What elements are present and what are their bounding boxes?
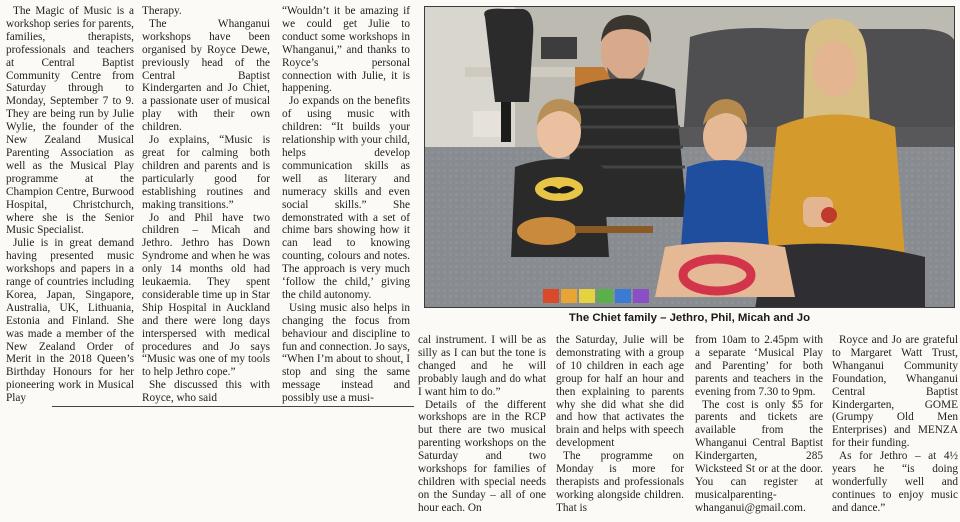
paragraph: cal instrument. I will be as silly as I can but the tone is changed and he will probably laugh and do what I want him to do.” xyxy=(418,334,546,398)
paragraph: The programme on Monday is more for therapists and professionals working alongside children. That is xyxy=(556,450,684,514)
paragraph: Jo explains, “Music is great for calming both children and parents and is particularly good for establishing routines and making transitions.” xyxy=(142,134,270,211)
text-column-1 xyxy=(6,5,134,405)
paragraph: the Saturday, Julie will be demonstrating with a group of 10 children in each age group for half an hour and then explaining to parents why she did what she did and how that activates the brain and helps with speech development xyxy=(556,334,684,450)
paragraph: from 10am to 2.45pm with a separate ‘Musical Play and Parenting’ for both parents and teachers in the evening from 7.30 to 9pm. xyxy=(695,334,823,398)
paragraph: Details of the different workshops are in the RCP but there are two musical parenting workshops on the Saturday and two workshops for families of children with special needs on the Sunday – all of one hour each. On xyxy=(418,398,546,514)
paragraph: Using music also helps in changing the focus from behaviour and discipline to fun and connection. Jo says, “When I’m about to shout, I stop and sing the same message instead and possibly use a musi- xyxy=(282,301,410,405)
family-photo xyxy=(424,6,955,308)
photo-caption: The Chiet family – Jethro, Phil, Micah and Jo xyxy=(568,312,811,324)
text-column-4 xyxy=(418,334,546,515)
text-column-2 xyxy=(142,5,270,405)
text-column-3 xyxy=(282,5,410,405)
paragraph: “Wouldn’t it be amazing if we could get Julie to conduct some workshops in Whanganui,” and thanks to Royce’s personal connection with Julie, it is happening. xyxy=(282,5,410,95)
paragraph: Julie is in great demand having presented music workshops and papers in a range of countries including Korea, Japan, Singapore, Australia, UK, Lithuania, Estonia and Finland. She was made a member of the New Zealand Order of Merit in the 2018 Queen’s Birthday Honours for her pioneering work in Musical Play xyxy=(6,237,134,405)
text-column-6 xyxy=(695,334,823,515)
column-divider-rule xyxy=(52,406,414,407)
paragraph: She discussed this with Royce, who said xyxy=(142,379,270,405)
text-column-7 xyxy=(832,334,958,515)
paragraph: Therapy. xyxy=(142,5,182,17)
text-column-5 xyxy=(556,334,684,515)
paragraph: The cost is only $5 for parents and tickets are available from the Whanganui Central Baptist Kindergarten, 285 Wicksteed St or at the door. You can register at musicalparentingwhanganui@gmail.com. xyxy=(695,398,823,514)
paragraph: The Whanganui workshops have been organised by Royce Dewe, previously head of the Central Baptist Kindergarten and Jo Chiet, a passionate user of musical play with their own children. xyxy=(142,17,270,134)
paragraph: As for Jethro – at 4½ years he “is doing wonderfully well and continues to enjoy music and dance.” xyxy=(832,450,958,514)
paragraph: Jo expands on the benefits of using music with children: “It builds your relationship with your child, helps develop communication skills as well as literary and numeracy skills and even social skills.” She demonstrated with a set of chime bars showing how it can lead to knowing counting, colours and notes. The approach is very much ‘follow the child,’ giving the child autonomy. xyxy=(282,95,411,301)
paragraph: Royce and Jo are grateful to Margaret Watt Trust, Whanganui Community Foundation, Whanganui Central Baptist Kindergarten, GOME (Grumpy Old Men Enterprises) and MENZA for their funding. xyxy=(832,334,958,450)
paragraph: The Magic of Music is a workshop series for parents, families, therapists, professionals and teachers at Central Baptist Community Centre from Saturday through to Monday, September 7 to 9. They are being run by Julie Wylie, the founder of the New Zealand Musical Parenting Association as well as the Musical Play programme at the Champion Centre, Burwood Hospital, Christchurch, where she is the Senior Music Specialist. xyxy=(6,5,134,237)
paragraph: Jo and Phil have two children – Micah and Jethro. Jethro has Down Syndrome and when he was only 14 months old had leukaemia. They spent considerable time up in Star Ship Hospital in Auckland and there were long days interspersed with medical procedures and Jo says “Music was one of my tools to help Jethro cope.” xyxy=(142,211,270,379)
